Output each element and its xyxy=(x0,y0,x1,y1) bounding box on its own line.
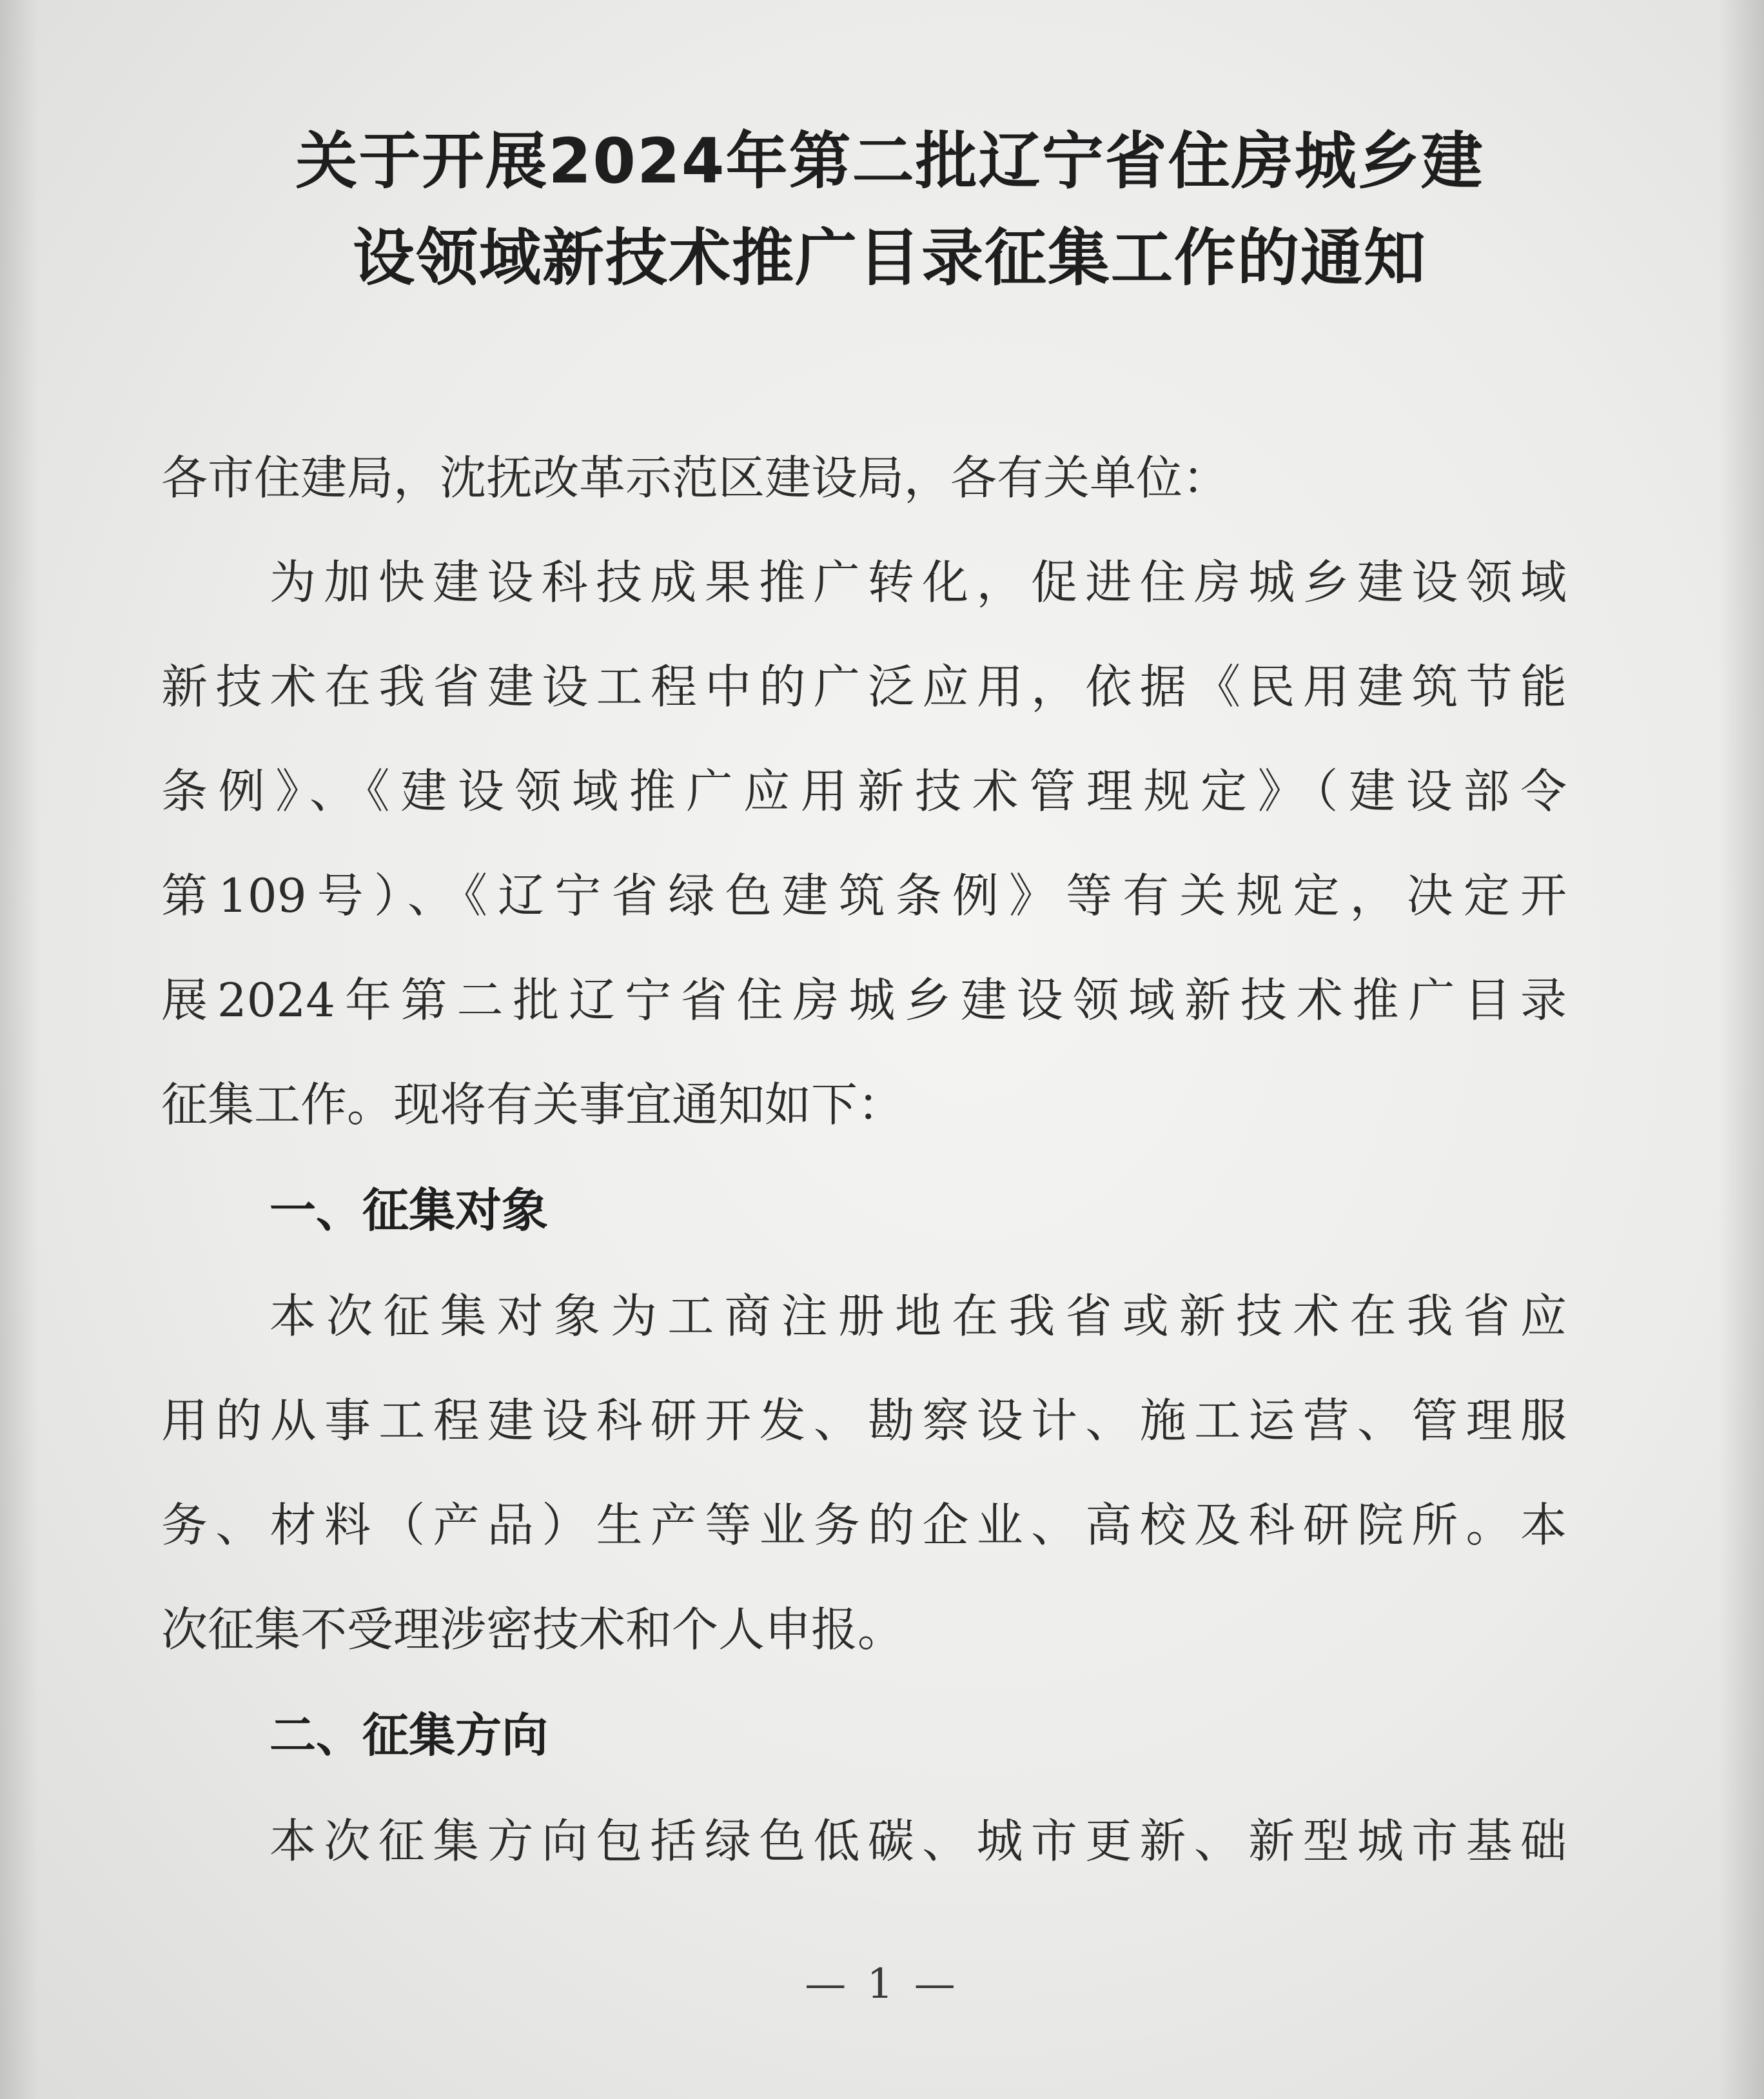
section-1-heading: 一、征集对象 xyxy=(270,1183,549,1237)
intro-line-1: 为加快建设科技成果推广转化，促进住房城乡建设领域 xyxy=(270,555,1567,609)
section-1-line-3: 务、材料（产品）生产等业务的企业、高校及科研院所。本 xyxy=(161,1498,1567,1552)
document-title xyxy=(161,113,1618,306)
section-2-line-1: 本次征集方向包括绿色低碳、城市更新、新型城市基础 xyxy=(270,1814,1567,1868)
section-2-paragraph xyxy=(161,1789,1567,1893)
section-1-line-1: 本次征集对象为工商注册地在我省或新技术在我省应 xyxy=(270,1289,1567,1343)
title-line-2: 设领域新技术推广目录征集工作的通知 xyxy=(353,222,1427,294)
page-number: — 1 — xyxy=(805,1960,959,2008)
document-body xyxy=(161,426,1567,1893)
page-edge-shadow-right xyxy=(1719,0,1764,2099)
intro-line-4: 第109号）、《辽宁省绿色建筑条例》等有关规定，决定开 xyxy=(161,869,1567,923)
page-edge-shadow-left xyxy=(0,0,39,2099)
section-1-paragraph xyxy=(161,1264,1567,1682)
intro-line-2: 新技术在我省建设工程中的广泛应用，依据《民用建筑节能 xyxy=(161,660,1567,714)
intro-line-6: 征集工作。现将有关事宜通知如下： xyxy=(161,1078,905,1132)
salutation: 各市住建局，沈抚改革示范区建设局，各有关单位： xyxy=(161,451,1230,505)
title-line-1: 关于开展2024年第二批辽宁省住房城乡建 xyxy=(295,125,1484,197)
intro-paragraph xyxy=(161,530,1567,1157)
intro-line-5: 展2024年第二批辽宁省住房城乡建设领域新技术推广目录 xyxy=(161,973,1567,1027)
section-1-line-2: 用的从事工程建设科研开发、勘察设计、施工运营、管理服 xyxy=(161,1394,1567,1448)
intro-line-3: 条例》、《建设领域推广应用新技术管理规定》（建设部令 xyxy=(161,764,1567,818)
section-1-line-4: 次征集不受理涉密技术和个人申报。 xyxy=(161,1602,905,1657)
section-2-heading: 二、征集方向 xyxy=(270,1708,549,1762)
